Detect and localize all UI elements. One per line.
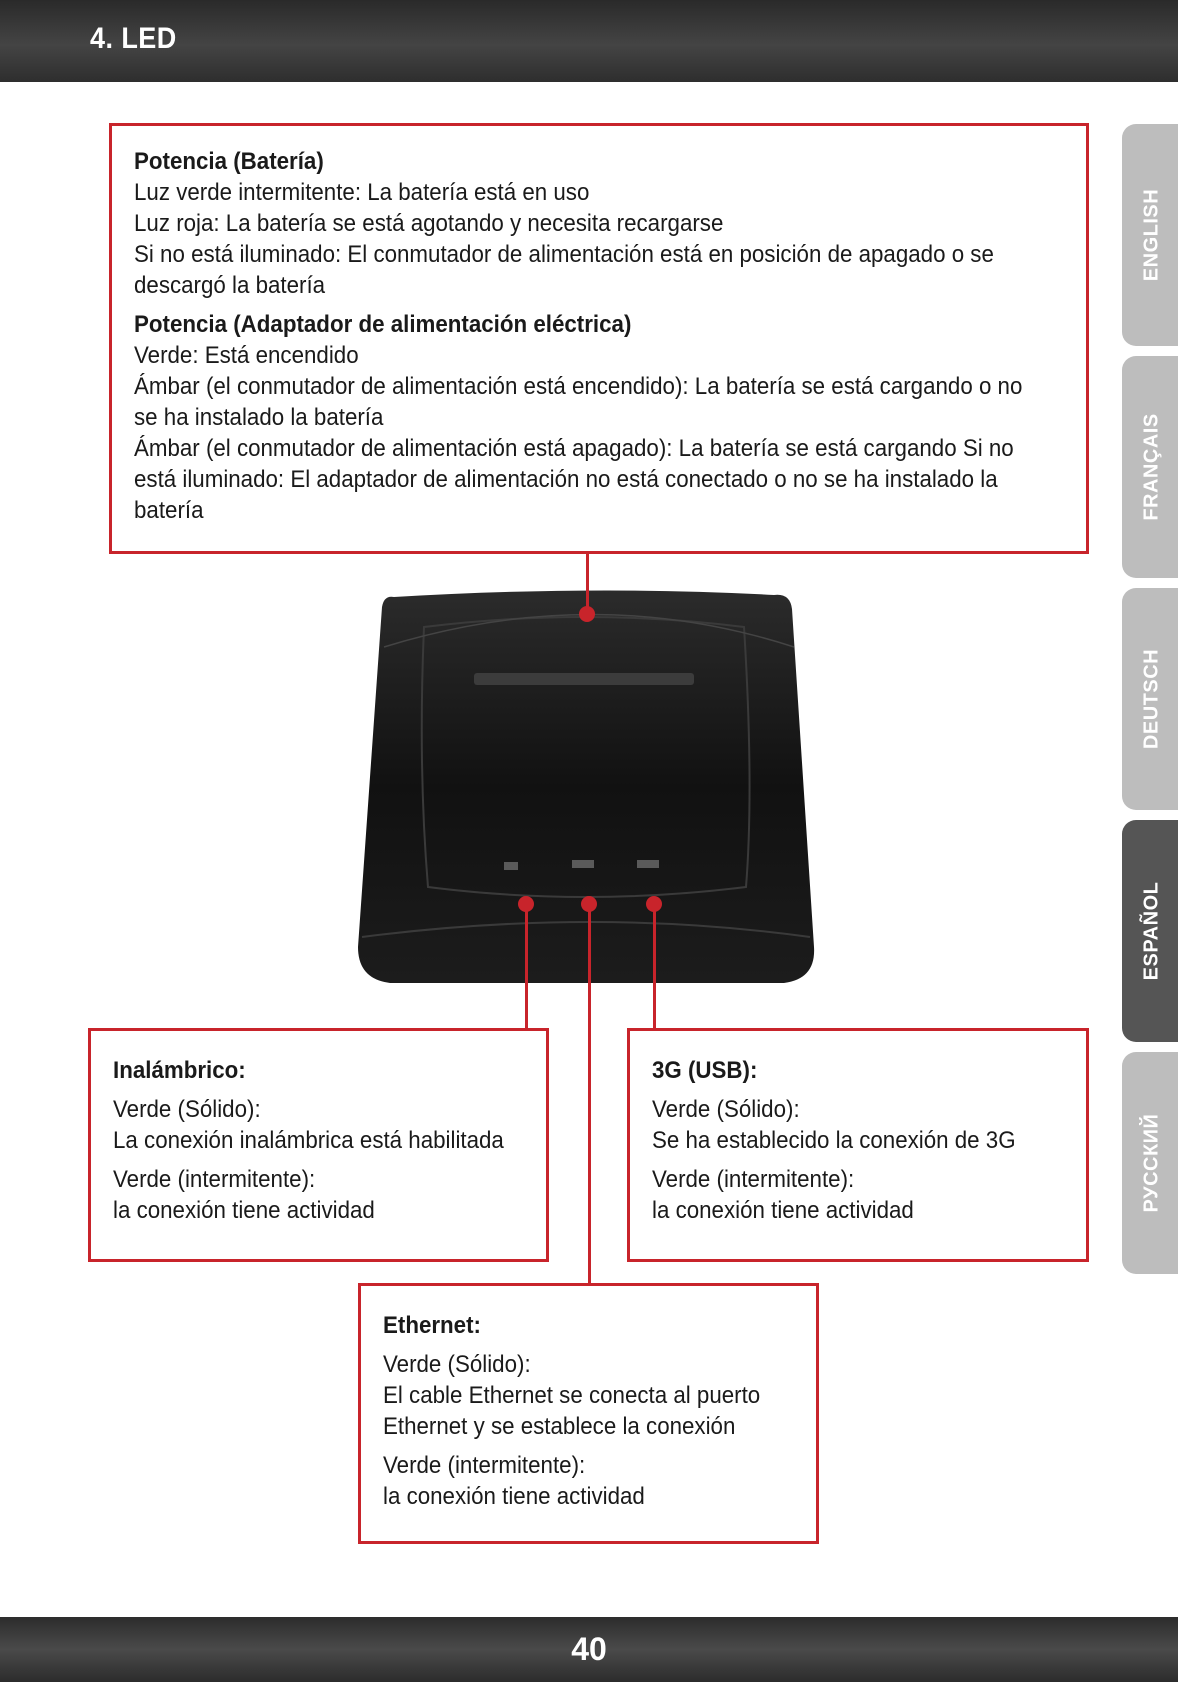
tab-deutsch-label: DEUTSCH: [1140, 648, 1163, 750]
page-number: 40: [571, 1631, 607, 1667]
ethernet-blink-label: Verde (intermitente):: [383, 1452, 586, 1479]
adapter-line: Ámbar (el conmutador de alimentación está apagado): La batería se está cargando Si no: [134, 435, 1014, 462]
battery-line: Si no está iluminado: El conmutador de alimentación está en posición de apagado o se: [134, 241, 994, 268]
tab-francais[interactable]: [1122, 356, 1178, 578]
battery-title: Potencia (Batería): [134, 148, 324, 175]
ethernet-led-box: [358, 1283, 819, 1544]
wireless-solid-text: La conexión inalámbrica está habilitada: [113, 1127, 504, 1154]
ethernet-solid-label: Verde (Sólido):: [383, 1351, 531, 1378]
usb-led-dot: [646, 896, 662, 912]
tab-espanol[interactable]: [1122, 820, 1178, 1042]
usb-solid-label: Verde (Sólido):: [652, 1096, 800, 1123]
adapter-line: Verde: Está encendido: [134, 342, 359, 369]
battery-line: descargó la batería: [134, 272, 326, 299]
page-title: 4. LED: [90, 22, 177, 55]
usb-blink-text: la conexión tiene actividad: [652, 1197, 914, 1224]
ethernet-solid-text: El cable Ethernet se conecta al puerto: [383, 1382, 761, 1409]
wireless-led-dot: [518, 896, 534, 912]
usb-solid-text: Se ha establecido la conexión de 3G: [652, 1127, 1016, 1154]
ethernet-led-icon: [572, 860, 594, 868]
adapter-title: Potencia (Adaptador de alimentación eléctrica): [134, 311, 632, 338]
tab-russian[interactable]: [1122, 1052, 1178, 1274]
adapter-line: batería: [134, 497, 204, 524]
wireless-leader-line: [525, 904, 528, 1030]
ethernet-leader-line: [588, 904, 591, 1286]
adapter-line: se ha instalado la batería: [134, 404, 384, 431]
wireless-blink-text: la conexión tiene actividad: [113, 1197, 375, 1224]
tab-espanol-label: ESPAÑOL: [1140, 881, 1163, 981]
brand-logo: [474, 673, 694, 685]
wireless-solid-label: Verde (Sólido):: [113, 1096, 261, 1123]
adapter-line: Ámbar (el conmutador de alimentación está encendido): La batería se está cargando o no: [134, 373, 1023, 400]
ethernet-title: Ethernet:: [383, 1312, 481, 1339]
power-led-dot: [579, 606, 595, 622]
battery-line: Luz verde intermitente: La batería está en uso: [134, 179, 590, 206]
usb-leader-line: [653, 904, 656, 1030]
tab-russian-label: РУССКИЙ: [1140, 1113, 1163, 1213]
usb-led-icon: [637, 860, 659, 868]
usb-led-box: [627, 1028, 1089, 1262]
power-led-box: [109, 123, 1089, 554]
tab-english[interactable]: [1122, 124, 1178, 346]
usb-title: 3G (USB):: [652, 1057, 758, 1084]
ethernet-blink-text: la conexión tiene actividad: [383, 1483, 645, 1510]
ethernet-solid-text: Ethernet y se establece la conexión: [383, 1413, 736, 1440]
footer-bar: [0, 1617, 1178, 1682]
battery-line: Luz roja: La batería se está agotando y necesita recargarse: [134, 210, 724, 237]
usb-blink-label: Verde (intermitente):: [652, 1166, 855, 1193]
tab-francais-label: FRANÇAIS: [1140, 413, 1163, 521]
ethernet-led-dot: [581, 896, 597, 912]
wireless-title: Inalámbrico:: [113, 1057, 246, 1084]
wireless-blink-label: Verde (intermitente):: [113, 1166, 316, 1193]
adapter-line: está iluminado: El adaptador de alimentación no está conectado o no se ha instalado la: [134, 466, 998, 493]
header-bar: [0, 0, 1178, 82]
wireless-led-box: [88, 1028, 549, 1262]
tab-english-label: ENGLISH: [1140, 188, 1163, 282]
tab-deutsch[interactable]: [1122, 588, 1178, 810]
wireless-led-icon: [504, 862, 518, 870]
